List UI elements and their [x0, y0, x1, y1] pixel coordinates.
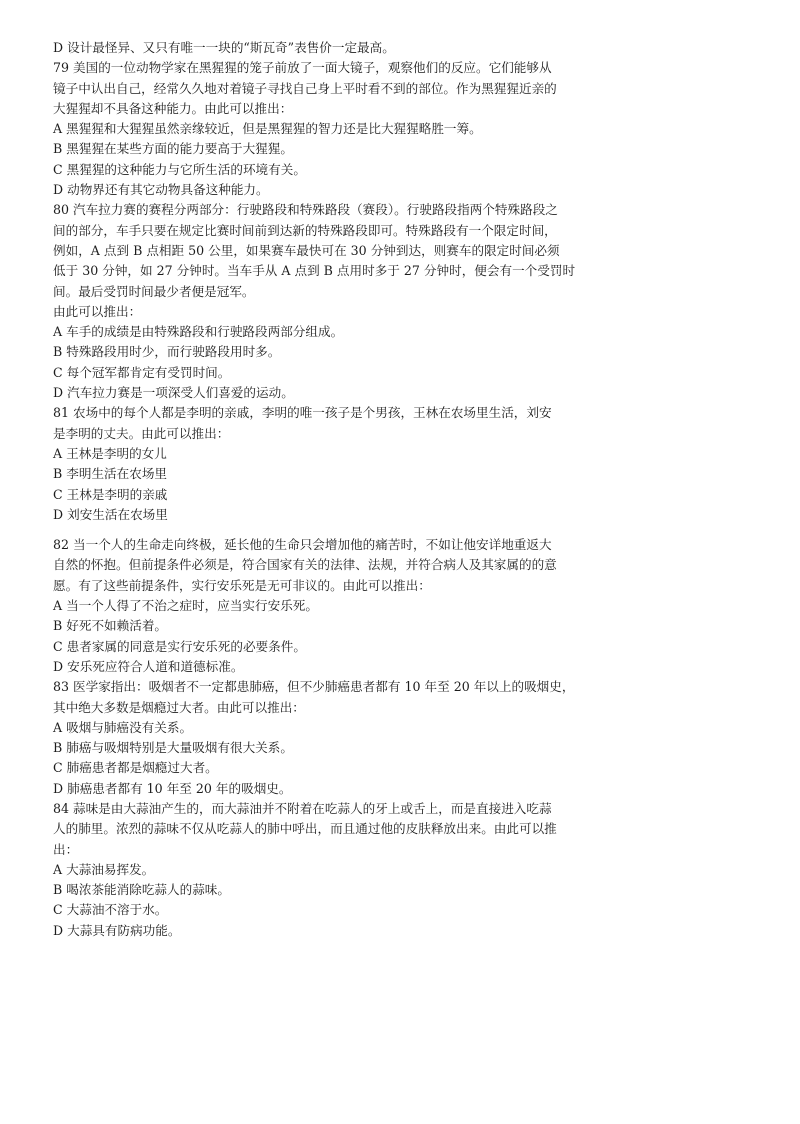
- text-line: 镜子中认出自己，经常久久地对着镜子寻找自己身上平时看不到的部位。作为黑猩猩近亲的: [53, 80, 557, 96]
- text-line: A 大蒜油易挥发。: [53, 861, 155, 877]
- text-line: 人的肺里。浓烈的蒜味不仅从吃蒜人的肺中呼出，而且通过他的皮肤释放出来。由此可以推: [53, 821, 557, 837]
- text-line: D 汽车拉力赛是一项深受人们喜爱的运动。: [53, 385, 294, 401]
- text-line: B 肺癌与吸烟特别是大量吸烟有很大关系。: [53, 740, 293, 756]
- text-line: 82 当一个人的生命走向终极，延长他的生命只会增加他的痛苦时，不如让他安详地重返大: [53, 537, 552, 553]
- text-line: B 特殊路段用时少，而行驶路段用时多。: [53, 344, 281, 360]
- text-line: A 吸烟与肺癌没有关系。: [53, 719, 193, 735]
- text-line: B 李明生活在农场里: [53, 466, 168, 482]
- text-line: 84 蒜味是由大蒜油产生的，而大蒜油并不附着在吃蒜人的牙上或舌上，而是直接进入吃蒜: [53, 800, 552, 816]
- text-line: A 当一个人得了不治之症时，应当实行安乐死。: [53, 598, 318, 614]
- question-block: [53, 38, 753, 58]
- text-line: 大猩猩却不具备这种能力。由此可以推出：: [53, 100, 293, 116]
- question-block: [53, 403, 753, 525]
- text-line: 79 美国的一位动物学家在黑猩猩的笼子前放了一面大镜子，观察他们的反应。它们能够从: [53, 60, 552, 76]
- text-line: C 王林是李明的亲戚: [53, 486, 168, 502]
- text-line: 低于 30 分钟，如 27 分钟时。当车手从 A 点到 B 点用时多于 27 分钟时，便会有一个受罚时: [53, 263, 576, 279]
- text-line: A 车手的成绩是由特殊路段和行驶路段两部分组成。: [53, 324, 344, 340]
- text-line: B 喝浓茶能消除吃蒜人的蒜味。: [53, 882, 230, 898]
- text-line: 出：: [53, 841, 79, 857]
- text-line: A 王林是李明的女儿: [53, 445, 167, 461]
- text-line: C 大蒜油不溶于水。: [53, 902, 168, 918]
- text-line: D 动物界还有其它动物具备这种能力。: [53, 182, 269, 198]
- text-line: 80 汽车拉力赛的赛程分两部分：行驶路段和特殊路段（赛段）。行驶路段指两个特殊路段之: [53, 202, 558, 218]
- text-line: 83 医学家指出：吸烟者不一定都患肺癌，但不少肺癌患者都有 10 年至 20 年以上的吸烟史，: [53, 679, 575, 695]
- text-line: 自然的怀抱。但前提条件必须是，符合国家有关的法律、法规，并符合病人及其家属的的意: [53, 557, 557, 573]
- text-line: 由此可以推出：: [53, 303, 142, 319]
- text-line: D 安乐死应符合人道和道德标准。: [53, 658, 244, 674]
- text-line: 愿。有了这些前提条件，实行安乐死是无可非议的。由此可以推出：: [53, 577, 431, 593]
- question-block: [53, 535, 753, 677]
- text-line: B 黑猩猩在某些方面的能力要高于大猩猩。: [53, 141, 293, 157]
- text-line: D 刘安生活在农场里: [53, 506, 168, 522]
- text-line: 是李明的丈夫。由此可以推出：: [53, 425, 230, 441]
- text-line: B 好死不如赖活着。: [53, 618, 168, 634]
- question-block: [53, 677, 753, 799]
- text-line: 其中绝大多数是烟瘾过大者。由此可以推出：: [53, 699, 305, 715]
- section-spacer: [53, 525, 753, 535]
- text-line: D 肺癌患者都有 10 年至 20 年的吸烟史。: [53, 780, 292, 796]
- question-block: [53, 58, 753, 200]
- text-line: C 肺癌患者都是烟瘾过大者。: [53, 760, 218, 776]
- text-line: 例如，A 点到 B 点相距 50 公里，如果赛车最快可在 30 分钟到达，则赛车的限定时间必须: [53, 242, 560, 258]
- document-page: [53, 38, 753, 941]
- text-line: D 设计最怪异、又只有唯一一块的“斯瓦奇”表售价一定最高。: [53, 40, 395, 55]
- text-line: 81 农场中的每个人都是李明的亲戚，李明的唯一孩子是个男孩，王林在农场里生活，刘安: [53, 405, 552, 421]
- text-line: 间的部分，车手只要在规定比赛时间前到达新的特殊路段即可。特殊路段有一个限定时间，: [53, 222, 557, 238]
- text-line: 间。最后受罚时间最少者便是冠军。: [53, 283, 255, 299]
- text-line: D 大蒜具有防病功能。: [53, 922, 181, 938]
- text-line: A 黑猩猩和大猩猩虽然亲缘较近，但是黑猩猩的智力还是比大猩猩略胜一筹。: [53, 121, 482, 137]
- question-block: [53, 200, 753, 403]
- question-block: [53, 799, 753, 941]
- text-line: C 患者家属的同意是实行安乐死的必要条件。: [53, 638, 306, 654]
- text-line: C 黑猩猩的这种能力与它所生活的环境有关。: [53, 161, 306, 177]
- text-line: C 每个冠军都肯定有受罚时间。: [53, 364, 231, 380]
